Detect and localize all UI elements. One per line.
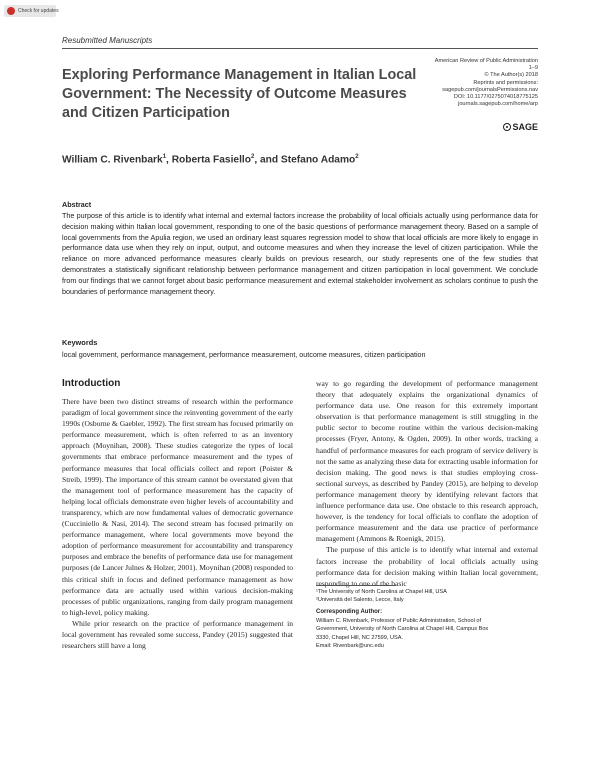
author-name: William C. Rivenbark [62,154,163,166]
article-title: Exploring Performance Management in Italian Local Government: The Necessity of Outcome Measures and Citizen Participation [62,67,417,121]
author-affiliation-mark: 2 [250,154,255,160]
affiliation: ²Università del Salento, Lecce, Italy [316,597,404,603]
paragraph: While prior research on the practice of performance management in local government has revealed some success, Pandey (2015) suggested that researchers still have a long [62,618,293,651]
corr-line: Government, University of North Carolina at Chapel Hill, Campus Box [316,626,489,633]
page-range: 1–9 [528,65,538,72]
introduction-heading: Introduction [62,378,121,389]
author-name: Stefano Adamo [280,154,356,166]
journal-name: American Review of Public Administration [434,58,538,64]
sage-logo-icon [503,123,511,131]
affiliations [316,588,538,604]
keywords-heading: Keywords [62,338,98,347]
doi[interactable]: DOI: 10.1177/0275074018775125 [453,94,538,101]
header-rule [62,48,538,49]
copyright: © The Author(s) 2018 [484,72,538,79]
permissions-link[interactable]: sagepub.com/journalsPermissions.nav [442,86,538,93]
corr-line: 3330, Chapel Hill, NC 27599, USA. [316,634,404,641]
affiliation: ¹The University of North Carolina at Chapel Hill, USA [316,589,447,595]
journal-info [358,58,538,108]
badge-label: Check for updates [18,8,59,14]
footnote-rule [316,585,396,586]
paragraph: There have been two distinct streams of research within the performance paradigm of local government since the reinventing government of the early 1990s (Osborne & Gaebler, 1992). The first stream has focused primarily on performance measurement, which is often referred to as an inventory approach (Moynihan, 2008). These studies categorize the types of local governments that embrace performance measurement and the types of performance measures that local officials collect and report (Poister & Streib, 1999). The importance of this stream cannot be overstated given that the management tool of performance measurement has the capacity of helping local officials demonstrate even higher levels of accountability and transparency, which are now fundamental values of democratic governance (Cucciniello & Nasi, 2014). The second stream has focused primarily on performance management, where local governments move beyond the adoption of performance measurement for accountability and transparency purposes and embrace the benefits of performance data use for management purposes (de Lancer Julnes & Holzer, 2001). Moynihan (2008) responded to this critical shift in focus and defined performance management as how performance data are actually used within various decision-making processes of public organizations, ranging from daily program management to high-level, policy making. [62,397,293,617]
corresponding-author-details [316,617,538,650]
paragraph: way to go regarding the development of performance management theory that adequately explains the organizational dynamics of performance data use. One reason for this extremely important observation is that performance management is still struggling in the public sector to become routine within the various decision-making processes (Fryer, Antony, & Ogden, 2009). In other words, tracking a handful of performance measures for each program of service delivery is not the same as analyzing these data for extracting usable information for decision making. The good news is that studies employing cross-sectional surveys, as described by Pandey (2015), are helping to develop performance management theory by identifying relevant factors that influence performance data use. One obstacle to this research approach, however, is the tendency for local officials to conflate the adoption of performance measurement and the data use practice of performance management (Ammons & Roenigk, 2015). [316,379,538,544]
update-icon [7,7,15,15]
publisher-logo [503,122,538,132]
journal-home-link[interactable]: journals.sagepub.com/home/arp [458,101,538,108]
author-name: Roberta Fasiello [171,154,251,166]
keywords-text: local government, performance management, performance measurement, outcome measures, citizen participation [62,350,426,359]
reprints-label: Reprints and permissions: [473,79,538,86]
section-label: Resubmitted Manuscripts [62,36,153,45]
abstract-text: The purpose of this article is to identify what internal and external factors increase the probability of local officials actually using performance data for decision making within Italian local government, responding to one of the basic questions of performance management theory. Based on a sample of local governments from the Apulia region, we used an ordinary least squares regression model to show that local officials are more likely to engage in performance data use when they rely on input, output, and outcome measures and when they increase the level of citizen participation. While the reliance on more advanced performance measures clearly builds on previous research, our study represents one of the few studies that demonstrates a statistically significant relationship between performance management and citizen participation in local government. We conclude from our findings that we cannot forget about basic performance measurement and external stakeholder involvement as scholars continue to push the boundaries of performance management theory. [62,211,538,296]
check-for-updates-badge[interactable] [4,5,59,17]
corr-line: William C. Rivenbark, Professor of Public Administration, School of [316,618,482,624]
author-list: William C. Rivenbark$^1$, Roberta Fasiello$^2$, and Stefano Adamo$^2$ [62,154,359,166]
corresponding-author-heading: Corresponding Author: [316,609,383,615]
email-link[interactable]: Email: Rivenbark@unc.edu [316,642,384,649]
author-affiliation-mark: 1 [162,154,167,160]
publisher-name: SAGE [512,122,538,132]
abstract-heading: Abstract [62,200,92,209]
author-affiliation-mark: 2 [355,154,359,160]
right-column [316,378,538,589]
left-column [62,396,293,651]
paragraph: The purpose of this article is to identify what internal and external factors increase the probability of local officials actually using performance data for decision making within Italian local government, responding to one of the basic [316,545,538,588]
